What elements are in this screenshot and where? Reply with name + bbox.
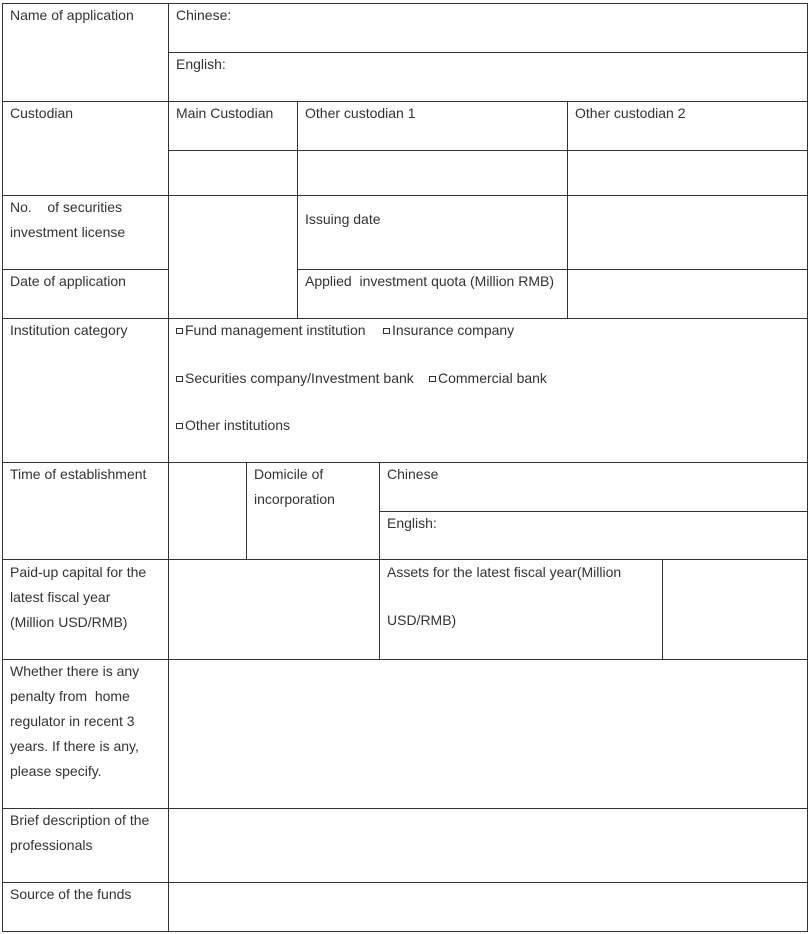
penalty-line5: please specify. bbox=[10, 763, 102, 779]
domicile-chinese-label: Chinese bbox=[387, 466, 439, 482]
penalty-line4: years. If there is any, bbox=[10, 738, 139, 754]
name-of-application-label: Name of application bbox=[10, 7, 134, 23]
category-option-fund-management[interactable]: Fund management institution bbox=[176, 318, 366, 343]
checkbox-icon[interactable] bbox=[176, 328, 183, 334]
name-chinese-label: Chinese: bbox=[176, 7, 232, 23]
professionals-line1: Brief description of the bbox=[10, 812, 150, 828]
license-number-label bbox=[10, 195, 125, 245]
assets-label-line2: USD/RMB) bbox=[387, 612, 457, 628]
domicile-label-line1: Domicile of bbox=[254, 466, 324, 482]
assets-label-line1: Assets for the latest fiscal year(Million bbox=[387, 564, 622, 580]
main-custodian-label: Main Custodian bbox=[176, 105, 274, 121]
grid-line bbox=[2, 3, 3, 932]
time-of-establishment-label: Time of establishment bbox=[10, 466, 147, 482]
penalty-label bbox=[10, 659, 139, 784]
custodian-label: Custodian bbox=[10, 105, 74, 121]
checkbox-icon[interactable] bbox=[429, 376, 436, 382]
institution-category-label: Institution category bbox=[10, 322, 128, 338]
license-number-label-line1: No. of securities bbox=[10, 199, 123, 215]
grid-line bbox=[379, 511, 808, 512]
grid-line bbox=[246, 462, 247, 560]
penalty-line3: regulator in recent 3 bbox=[10, 713, 135, 729]
grid-line bbox=[662, 559, 663, 660]
grid-line bbox=[807, 3, 808, 932]
paid-up-capital-line3: (Million USD/RMB) bbox=[10, 614, 128, 630]
paid-up-capital-line1: Paid-up capital for the bbox=[10, 564, 147, 580]
other-custodian-2-label: Other custodian 2 bbox=[575, 105, 686, 121]
checkbox-icon[interactable] bbox=[176, 423, 183, 429]
grid-line bbox=[168, 3, 169, 932]
category-option-other[interactable]: Other institutions bbox=[176, 413, 290, 438]
professionals-label bbox=[10, 808, 149, 858]
grid-line bbox=[567, 101, 568, 319]
issuing-date-label: Issuing date bbox=[305, 211, 381, 227]
grid-line bbox=[379, 462, 380, 660]
domicile-english-label: English: bbox=[387, 515, 437, 531]
checkbox-icon[interactable] bbox=[176, 376, 183, 382]
category-option-insurance[interactable]: Insurance company bbox=[383, 318, 514, 343]
other-custodian-1-label: Other custodian 1 bbox=[305, 105, 416, 121]
license-number-label-line2: investment license bbox=[10, 224, 126, 240]
category-option-commercial-bank[interactable]: Commercial bank bbox=[429, 366, 547, 391]
investment-quota-label: Applied investment quota (Million RMB) bbox=[305, 273, 554, 289]
name-english-label: English: bbox=[176, 56, 226, 72]
grid-line bbox=[168, 150, 808, 151]
penalty-line1: Whether there is any bbox=[10, 663, 140, 679]
domicile-label-line2: incorporation bbox=[254, 491, 335, 507]
date-of-application-label: Date of application bbox=[10, 273, 126, 289]
category-option-securities[interactable]: Securities company/Investment bank bbox=[176, 366, 414, 391]
grid-line bbox=[168, 52, 808, 53]
grid-line bbox=[2, 931, 808, 932]
source-of-funds-label: Source of the funds bbox=[10, 886, 132, 902]
penalty-line2: penalty from home bbox=[10, 688, 130, 704]
paid-up-capital-label bbox=[10, 560, 146, 635]
professionals-line2: professionals bbox=[10, 837, 93, 853]
grid-line bbox=[297, 101, 298, 319]
paid-up-capital-line2: latest fiscal year bbox=[10, 589, 111, 605]
checkbox-icon[interactable] bbox=[383, 328, 390, 334]
domicile-label bbox=[254, 462, 335, 512]
